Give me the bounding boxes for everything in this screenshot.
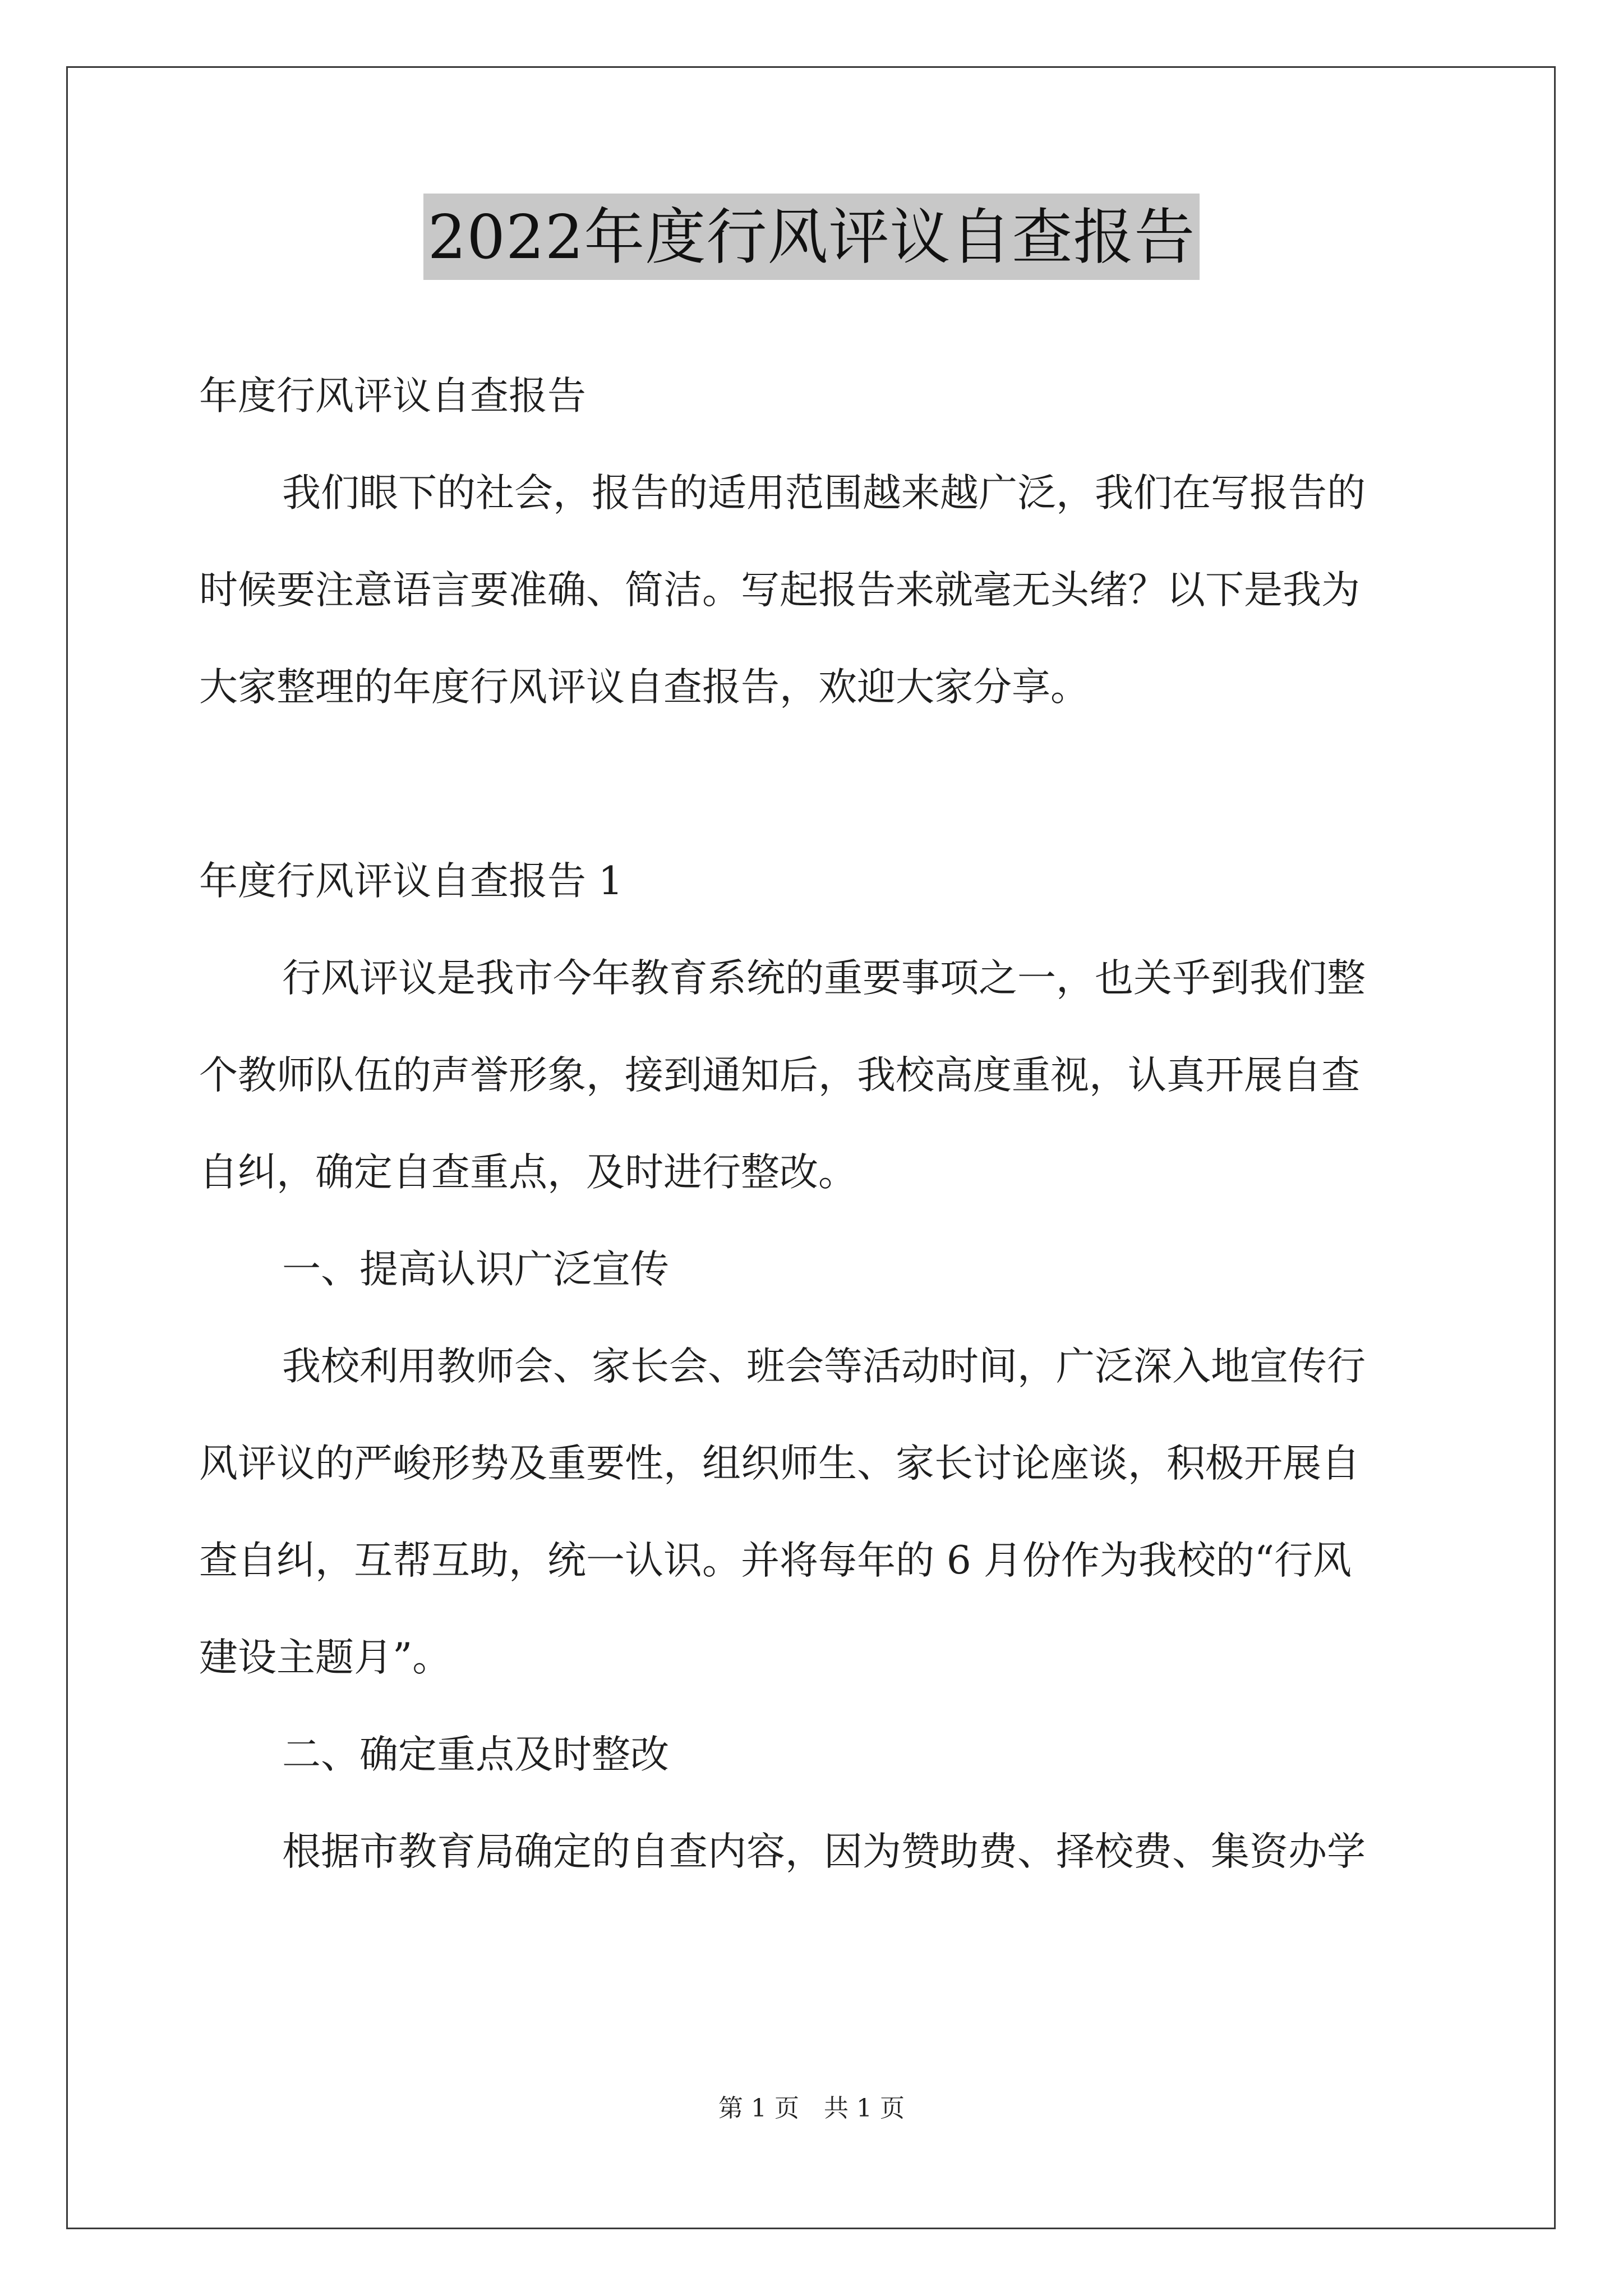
intro-line: 我们眼下的社会，报告的适用范围越来越广泛，我们在写报告的 [282,471,1366,516]
paragraph-line: 根据市教育局确定的自查内容，因为赞助费、择校费、集资办学 [282,1829,1366,1874]
page-footer [0,2088,1623,2124]
paragraph-line: 个教师队伍的声誉形象，接到通知后，我校高度重视，认真开展自查 [199,1053,1360,1098]
page-number: 第 1 页 [718,2094,799,2123]
section-heading: 年度行风评议自查报告 1 [199,859,623,904]
paragraph-line: 行风评议是我市今年教育系统的重要事项之一，也关乎到我们整 [282,956,1366,1001]
intro-line: 时候要注意语言要准确、简洁。写起报告来就毫无头绪？以下是我为 [199,568,1360,613]
intro-line: 大家整理的年度行风评议自查报告，欢迎大家分享。 [199,665,1089,710]
subtitle: 年度行风评议自查报告 [199,374,586,418]
subheading-2: 二、确定重点及时整改 [282,1732,669,1777]
subheading-1: 一、提高认识广泛宣传 [282,1247,669,1292]
page-total: 共 1 页 [824,2094,905,2123]
paragraph-line: 建设主题月”。 [199,1635,451,1680]
document-body [199,348,1433,1901]
title-container [0,194,1623,280]
paragraph-line: 查自纠，互帮互助，统一认识。并将每年的 6 月份作为我校的“行风 [199,1538,1352,1583]
paragraph-line: 我校利用教师会、家长会、班会等活动时间，广泛深入地宣传行 [282,1344,1366,1389]
document-title: 2022年度行风评议自查报告 [423,194,1200,280]
paragraph-line: 风评议的严峻形势及重要性，组织师生、家长讨论座谈，积极开展自 [199,1441,1360,1486]
spacer [199,736,1433,833]
paragraph-line: 自纠，确定自查重点，及时进行整改。 [199,1150,857,1195]
